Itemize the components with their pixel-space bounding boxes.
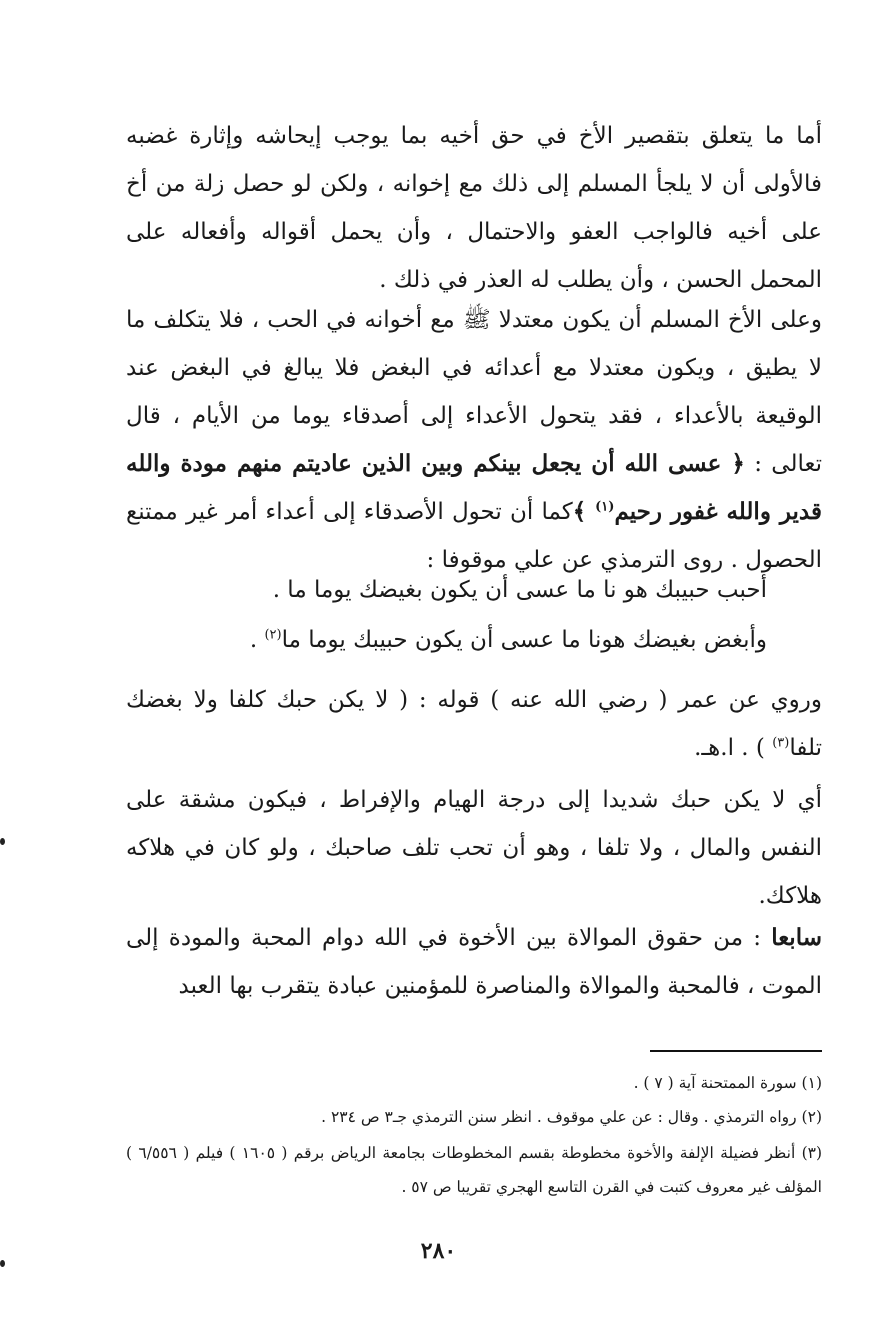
footnote-2: [126, 1100, 822, 1134]
paragraph-1-text: أما ما يتعلق بتقصير الأخ في حق أخيه بما يوجب إيحاشه وإثارة غضبه فالأولى أن لا يلجأ المسلم إلى ذلك مع إخوانه ، ولكن لو حصل زلة من أخ على أخيه فالواجب العفو والاحتمال ، وأن يحمل أقواله وأفعاله على المحمل الحسن ، وأن يطلب له العذر في ذلك .: [126, 123, 822, 293]
paragraph-1: [126, 112, 822, 304]
footnote-1-text: (١) سورة الممتحنة آية ( ٧ ) .: [633, 1074, 822, 1092]
section-lead-seventh: سابعا: [771, 924, 822, 951]
footnote-ref-3: (٣): [772, 735, 790, 751]
footnote-3: [126, 1136, 822, 1204]
poem-verse-2-text: وأبغض بغيضك هونا ما عسى أن يكون حبيبك يوما ما: [281, 627, 767, 653]
paragraph-3: [126, 676, 822, 772]
footnote-ref-1: (١): [595, 499, 615, 515]
quran-verse-close: ﴾: [572, 498, 596, 525]
footnote-1: [126, 1066, 822, 1100]
paragraph-2: [126, 296, 822, 584]
paragraph-4: [126, 776, 822, 920]
poem-verse-1: [273, 566, 767, 614]
poem-verse-2-end: .: [249, 627, 265, 653]
scan-speck: [0, 1260, 5, 1267]
footnote-3-text: (٣) أنظر فضيلة الإلفة والأخوة مخطوطة بقسم المخطوطات بجامعة الرياض برقم ( ١٦٠٥ ) فيلم ( ٦/٥٥٦ ) المؤلف غير معروف كتبت في القرن التاسع الهجري تقريبا ص ٥٧ .: [126, 1144, 823, 1196]
scan-speck: [0, 838, 5, 845]
footnote-ref-2: (٢): [264, 627, 282, 643]
page-number: ٢٨٠: [420, 1238, 457, 1264]
paragraph-2-text-b: كما أن تحول الأصدقاء إلى أعداء أمر غير ممتنع الحصول . روى الترمذي عن علي موقوفا :: [126, 499, 822, 573]
paragraph-5-text: : من حقوق الموالاة بين الأخوة في الله دوام المحبة والمودة إلى الموت ، فالمحبة والموالاة والمناصرة للمؤمنين عبادة يتقرب بها العبد: [126, 925, 822, 999]
quran-verse-text: ﴿ عسى الله أن يجعل بينكم وبين الذين عاديتم منهم مودة والله قدير والله غفور رحيم: [126, 450, 822, 525]
paragraph-4-text: أي لا يكن حبك شديدا إلى درجة الهيام والإفراط ، فيكون مشقة على النفس والمال ، ولا تلفا ، وهو أن تحب تلف صاحبك ، ولو كان في هلاكه هلاكك.: [126, 787, 822, 909]
paragraph-3-end: ) . ا.هـ.: [694, 735, 773, 761]
footnote-separator: [650, 1050, 822, 1052]
footnote-2-text: (٢) رواه الترمذي . وقال : عن علي موقوف . انظر سنن الترمذي جـ٣ ص ٢٣٤ .: [321, 1108, 822, 1126]
poem-verse-2: [250, 616, 767, 664]
paragraph-3-text: وروي عن عمر ( رضي الله عنه ) قوله : ( لا يكن حبك كلفا ولا بغضك تلفا: [126, 687, 822, 761]
poem-verse-1-text: أحبب حبيبك هو نا ما عسى أن يكون بغيضك يوما ما .: [272, 577, 767, 603]
paragraph-2-text-a: وعلى الأخ المسلم أن يكون معتدلا ﷺ مع أخوانه في الحب ، فلا يتكلف ما لا يطيق ، ويكون معتدلا مع أعدائه في البغض فلا يبالغ في البغض عند الوقيعة بالأعداء ، فقد يتحول الأعداء إلى أصدقاء يوما من الأيام ، قال تعالى :: [126, 307, 822, 477]
paragraph-5: [126, 914, 822, 1010]
